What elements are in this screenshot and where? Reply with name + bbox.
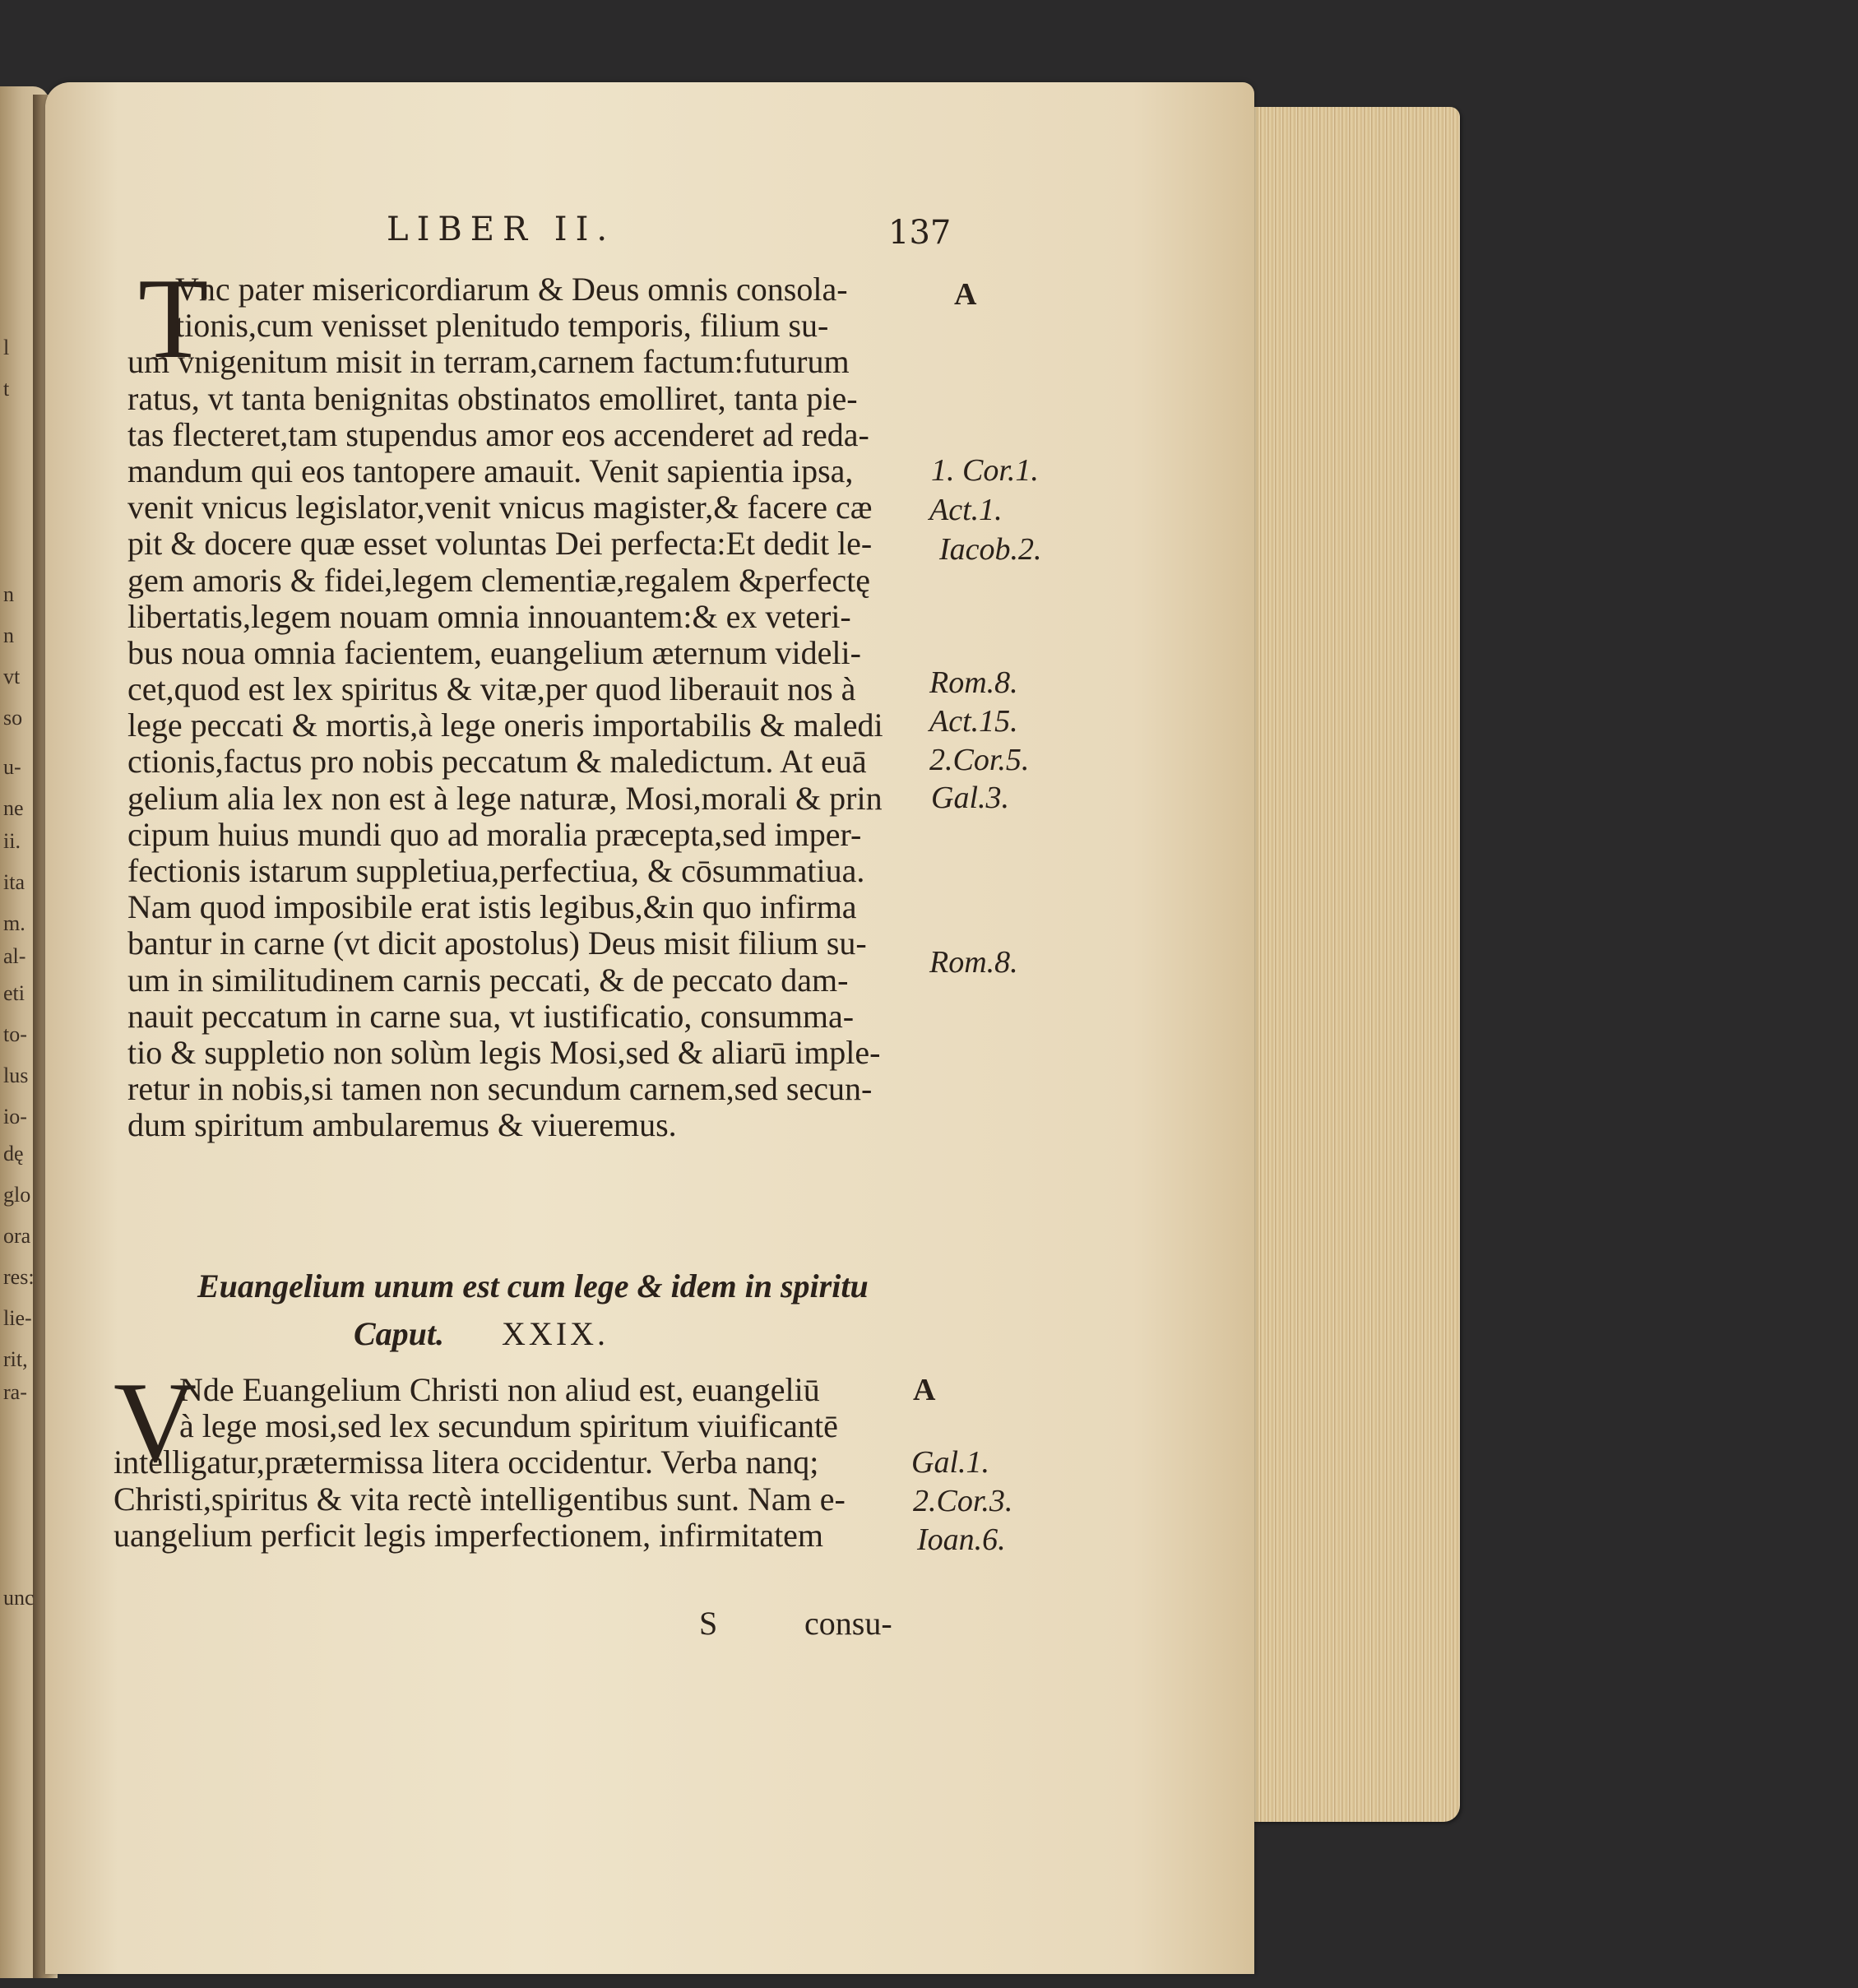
text-line: um vnigenitum misit in terram,carnem factum:futurum	[127, 343, 850, 381]
page-number: 137	[888, 214, 952, 252]
text-line: pit & docere quæ esset voluntas Dei perfecta:Et dedit le-	[127, 525, 873, 563]
margin-reference: Act.15.	[929, 704, 1018, 739]
chapter-heading	[354, 1314, 609, 1353]
facing-page-fragment: al-	[3, 944, 26, 968]
facing-page-fragment: u-	[3, 755, 21, 779]
text-line: Nde Euangelium Christi non aliud est, euangeliū	[179, 1371, 820, 1408]
section1-text	[127, 271, 934, 1144]
facing-page-fragment: dę	[3, 1142, 24, 1165]
facing-page-fragment: n	[3, 582, 14, 606]
text-line: um in similitudinem carnis peccati, & de peccato dam-	[127, 961, 849, 999]
facing-page-fragment: rit,	[3, 1347, 28, 1371]
text-line: ratus, vt tanta benignitas obstinatos emolliret, tanta pie-	[127, 379, 858, 417]
catchword: consu-	[804, 1605, 892, 1642]
text-line: à lege mosi,sed lex secundum spiritum viuificantē	[179, 1407, 838, 1445]
text-line: libertatis,legem nouam omnia innouantem:& ex veteri-	[127, 597, 851, 635]
facing-page-fragment: t	[3, 377, 10, 401]
margin-section-letter-1: A	[954, 277, 977, 312]
margin-reference: Gal.1.	[911, 1445, 989, 1480]
section2-text	[114, 1371, 920, 1554]
running-head: LIBER II.	[387, 211, 616, 248]
text-line: bus noua omnia facientem, euangelium æternum videli-	[127, 633, 861, 671]
text-line: Christi,spiritus & vita rectè intelligentibus sunt. Nam e-	[114, 1480, 846, 1518]
facing-page-fragment: ii.	[3, 829, 21, 853]
dropcap-v: V	[114, 1359, 197, 1486]
margin-section-letter-2: A	[913, 1373, 936, 1407]
facing-page-fragment: io-	[3, 1105, 27, 1128]
margin-reference: 2.Cor.3.	[913, 1484, 1013, 1518]
facing-page-fragment: to-	[3, 1022, 27, 1046]
text-line: tio & suppletio non solùm legis Mosi,sed & aliarū imple-	[127, 1033, 881, 1071]
text-line: Vnc pater misericordiarum & Deus omnis consola-	[175, 271, 848, 308]
chapter-number: XXIX.	[502, 1315, 609, 1352]
text-line: intelligatur,prætermissa litera occidentur. Verba nanq;	[114, 1444, 819, 1481]
margin-reference: Rom.8.	[929, 665, 1018, 700]
margin-reference: 2.Cor.5.	[929, 743, 1030, 777]
text-line: dum spiritum ambularemus & viueremus.	[127, 1106, 677, 1144]
facing-page-fragment: so	[3, 706, 23, 730]
text-line: cipum huius mundi quo ad moralia præcepta,sed imper-	[127, 815, 862, 853]
facing-page-fragment: res:	[3, 1265, 35, 1289]
text-line: tas flecteret,tam stupendus amor eos accenderet ad reda-	[127, 415, 869, 453]
text-line: cet,quod est lex spiritus & vitæ,per quod liberauit nos à	[127, 670, 856, 708]
facing-page-fragment: ita	[3, 870, 25, 894]
page-stack-edges	[1238, 107, 1460, 1822]
facing-page-fragment: eti	[3, 981, 25, 1005]
text-line: fectionis istarum suppletiua,perfectiua, & cōsummatiua.	[127, 852, 865, 889]
facing-page-fragment: glo	[3, 1183, 31, 1207]
margin-reference: Rom.8.	[929, 945, 1018, 980]
text-line: retur in nobis,si tamen non secundum carnem,sed secun-	[127, 1070, 873, 1108]
text-line: tionis,cum venisset plenitudo temporis, filium su-	[175, 307, 829, 345]
text-line: lege peccati & mortis,à lege oneris importabilis & maledi	[127, 707, 883, 744]
chapter-title: Euangelium unum est cum lege & idem in spiritu	[197, 1267, 869, 1304]
text-line: uangelium perficit legis imperfectionem, infirmitatem	[114, 1516, 824, 1554]
text-line: venit vnicus legislator,venit vnicus magister,& facere cæ	[127, 489, 873, 526]
text-line: gelium alia lex non est à lege naturæ, Mosi,morali & prin	[127, 779, 883, 817]
page-header	[362, 211, 1184, 260]
chapter-label: Caput.	[354, 1315, 445, 1352]
text-line: bantur in carne (vt dicit apostolus) Deus misit filium su-	[127, 924, 867, 962]
margin-reference: Act.1.	[929, 493, 1003, 527]
facing-page-fragment: vt	[3, 665, 21, 688]
dropcap-t: T	[138, 255, 209, 382]
signature-mark: S	[699, 1605, 718, 1642]
facing-page-fragment: lie-	[3, 1306, 32, 1330]
facing-page-fragment: n	[3, 623, 14, 647]
text-line: mandum qui eos tantopere amauit. Venit sapientia ipsa,	[127, 452, 854, 489]
text-line: nauit peccatum in carne sua, vt iustificatio, consumma-	[127, 997, 855, 1035]
text-line: gem amoris & fidei,legem clementiæ,regalem &perfectę	[127, 561, 870, 599]
margin-reference: Iacob.2.	[939, 532, 1042, 567]
facing-page-fragment: ra-	[3, 1380, 27, 1404]
margin-reference: Gal.3.	[931, 781, 1009, 815]
text-line: Nam quod imposibile erat istis legibus,&in quo infirma	[127, 888, 857, 926]
facing-page-fragment: m.	[3, 911, 25, 935]
facing-page-fragment: ora	[3, 1224, 31, 1248]
facing-page-fragment: unc	[3, 1586, 35, 1610]
facing-page-fragment: lus	[3, 1064, 29, 1087]
margin-reference: Ioan.6.	[917, 1522, 1006, 1557]
facing-page-fragment: ne	[3, 796, 24, 820]
margin-reference: 1. Cor.1.	[931, 453, 1039, 488]
facing-page-fragment: l	[3, 336, 10, 359]
text-line: ctionis,factus pro nobis peccatum & maledictum. At euā	[127, 743, 867, 781]
